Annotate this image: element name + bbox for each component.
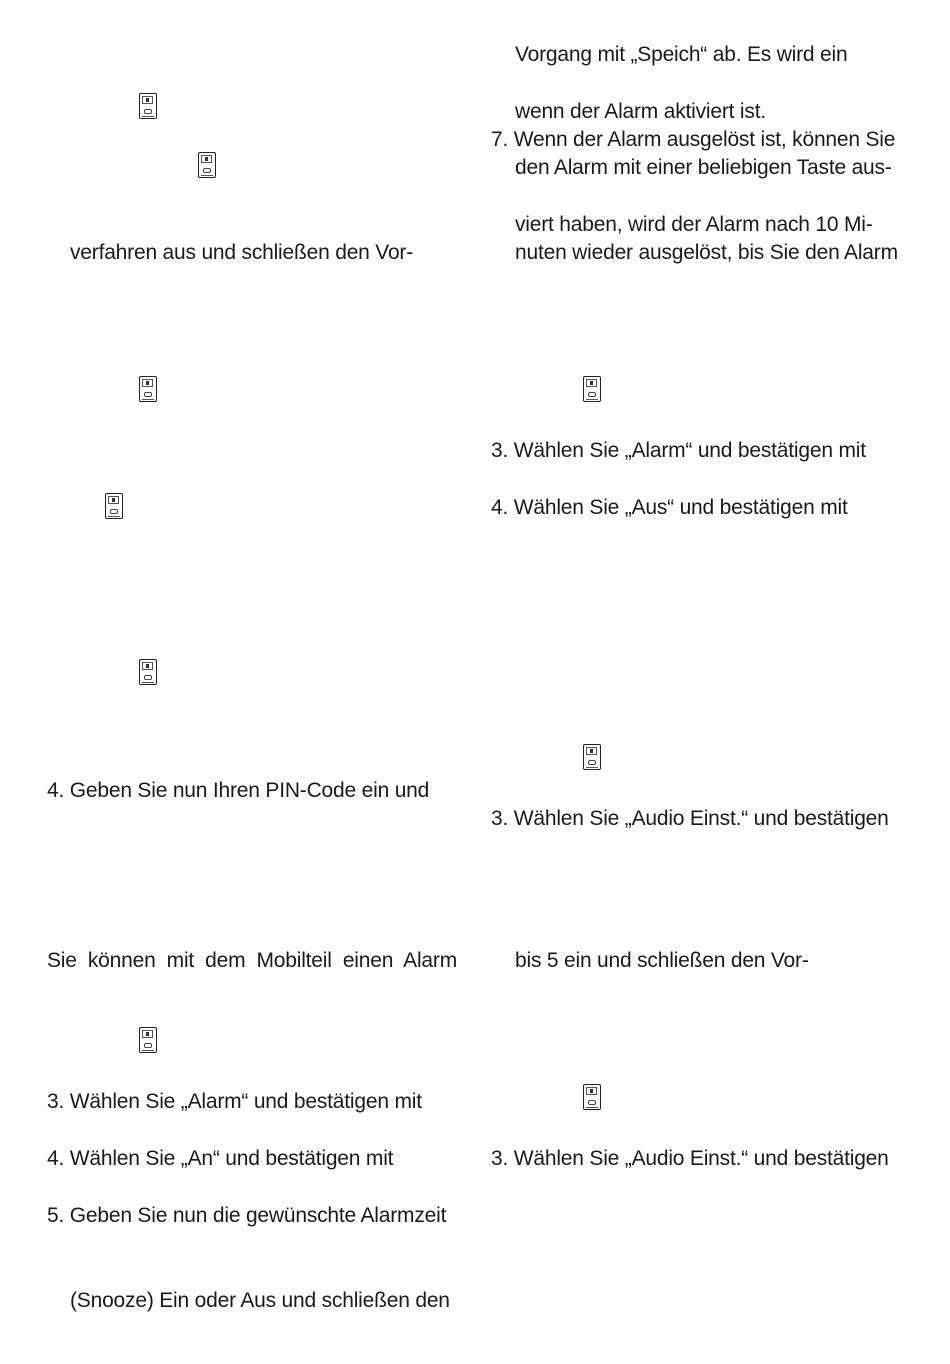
handset-menu-icon [139, 1027, 157, 1053]
text-line: den Alarm mit einer beliebigen Taste aus- [515, 156, 892, 179]
handset-menu-icon [583, 744, 601, 770]
alarm-intro: Sie können mit dem Mobilteil einen Alarm [47, 949, 457, 972]
text-line: viert haben, wird der Alarm nach 10 Mi- [515, 213, 873, 236]
step-4-on: 4. Wählen Sie „An“ und bestätigen mit [47, 1147, 394, 1170]
step-3-alarm: 3. Wählen Sie „Alarm“ und bestätigen mit [47, 1090, 422, 1113]
step-4-pin-code: 4. Geben Sie nun Ihren PIN-Code ein und [47, 779, 430, 802]
handset-menu-icon [583, 1084, 601, 1110]
text-line: Vorgang mit „Speich“ ab. Es wird ein [515, 43, 848, 66]
handset-menu-icon [139, 659, 157, 685]
step-3-audio-settings: 3. Wählen Sie „Audio Einst.“ und bestätigen [491, 1147, 889, 1170]
text-line: verfahren aus und schließen den Vor- [70, 241, 414, 264]
handset-menu-icon [139, 376, 157, 402]
text-line: nuten wieder ausgelöst, bis Sie den Alarm [515, 241, 898, 264]
handset-menu-icon [198, 152, 216, 178]
step-4-off: 4. Wählen Sie „Aus“ und bestätigen mit [491, 496, 848, 519]
text-line: wenn der Alarm aktiviert ist. [515, 100, 766, 123]
handset-menu-icon [583, 376, 601, 402]
step-5-alarm-time: 5. Geben Sie nun die gewünschte Alarmzeit [47, 1204, 447, 1227]
handset-menu-icon [139, 93, 157, 119]
handset-menu-icon [105, 493, 123, 519]
text-line: bis 5 ein und schließen den Vor- [515, 949, 809, 972]
step-3-audio-settings: 3. Wählen Sie „Audio Einst.“ und bestätigen [491, 807, 889, 830]
step-7-alarm-triggered: 7. Wenn der Alarm ausgelöst ist, können Sie [491, 128, 896, 151]
step-3-alarm: 3. Wählen Sie „Alarm“ und bestätigen mit [491, 439, 866, 462]
snooze-line: (Snooze) Ein oder Aus und schließen den [70, 1289, 450, 1312]
